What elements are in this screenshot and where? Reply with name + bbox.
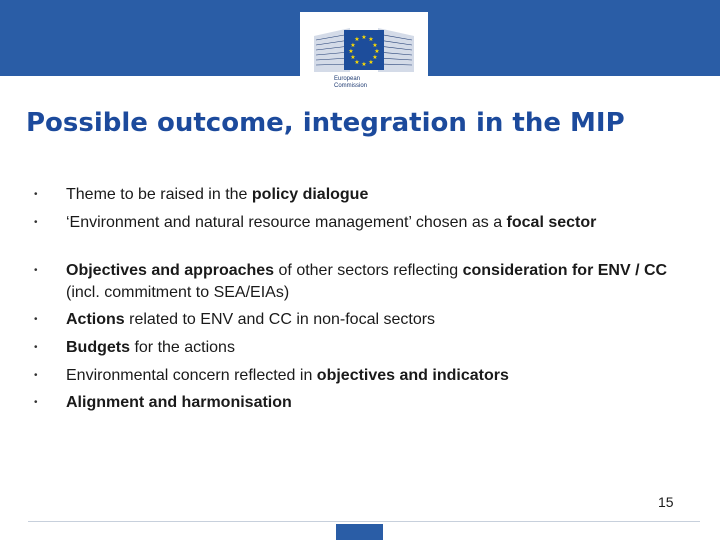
bullet-dot: •: [34, 314, 38, 325]
bullet-dot: •: [34, 342, 38, 353]
svg-text:★: ★: [372, 42, 378, 49]
bullet-text-part: (incl. commitment to SEA/EIAs): [66, 284, 290, 301]
svg-text:★: ★: [354, 59, 360, 66]
svg-text:★: ★: [348, 48, 354, 55]
bullet-item: [34, 309, 686, 331]
svg-text:★: ★: [350, 42, 356, 49]
bullet-item: [34, 337, 686, 359]
bullet-dot: •: [34, 217, 38, 228]
bullet-text-part: Environmental concern reflected in: [66, 367, 317, 384]
bullet-text-part: related to ENV and CC in non-focal sectors: [124, 311, 436, 328]
bullet-text: [66, 184, 686, 206]
bullet-text-bold: focal sector: [506, 214, 597, 231]
bullet-text-bold: objectives and indicators: [316, 367, 509, 384]
footer-brand-block: [336, 524, 383, 540]
european-commission-logo: [300, 12, 428, 100]
bullet-dot: •: [34, 370, 38, 381]
svg-text:★: ★: [350, 54, 356, 61]
bullet-text-bold: Budgets: [66, 339, 130, 356]
bullet-text-part: of other sectors reflecting: [274, 262, 463, 279]
bullet-text-bold: Actions: [66, 311, 125, 328]
bullet-dot: •: [34, 189, 38, 200]
logo-wordmark: [334, 76, 367, 90]
bullet-text-part: for the actions: [130, 339, 235, 356]
bullet-text-bold: policy dialogue: [251, 186, 369, 203]
bullet-text: [66, 365, 686, 387]
bullet-text: [66, 337, 686, 359]
bullet-text: [66, 309, 686, 331]
bullet-text: [66, 392, 686, 414]
logo-line-2: Commission: [334, 83, 368, 89]
bullet-text-bold: consideration for ENV / CC: [462, 262, 668, 279]
bullet-item: [34, 392, 686, 414]
bullet-text: [66, 260, 686, 304]
footer-divider: [28, 521, 700, 522]
bullet-text-part: ‘Environment and natural resource management’ chosen as a: [66, 214, 507, 231]
bullet-text: [66, 212, 686, 234]
bullet-item: [34, 184, 686, 206]
bullet-text-part: Theme to be raised in the: [66, 186, 252, 203]
svg-text:★: ★: [361, 61, 367, 68]
logo-line-1: European: [334, 76, 361, 82]
bullet-dot: •: [34, 265, 38, 276]
bullet-dot: •: [34, 397, 38, 408]
bullet-item: [34, 212, 686, 234]
bullet-text-bold: Objectives and approaches: [66, 262, 275, 279]
page-number: 15: [658, 494, 674, 510]
svg-text:★: ★: [374, 48, 380, 55]
svg-text:★: ★: [372, 54, 378, 61]
bullet-item: [34, 365, 686, 387]
bullet-text-bold: Alignment and harmonisation: [66, 394, 292, 411]
slide-title: Possible outcome, integration in the MIP: [26, 108, 625, 138]
svg-text:★: ★: [361, 34, 367, 41]
svg-text:★: ★: [354, 36, 360, 43]
svg-text:★: ★: [368, 36, 374, 43]
bullet-item: [34, 260, 686, 304]
svg-text:★: ★: [368, 59, 374, 66]
